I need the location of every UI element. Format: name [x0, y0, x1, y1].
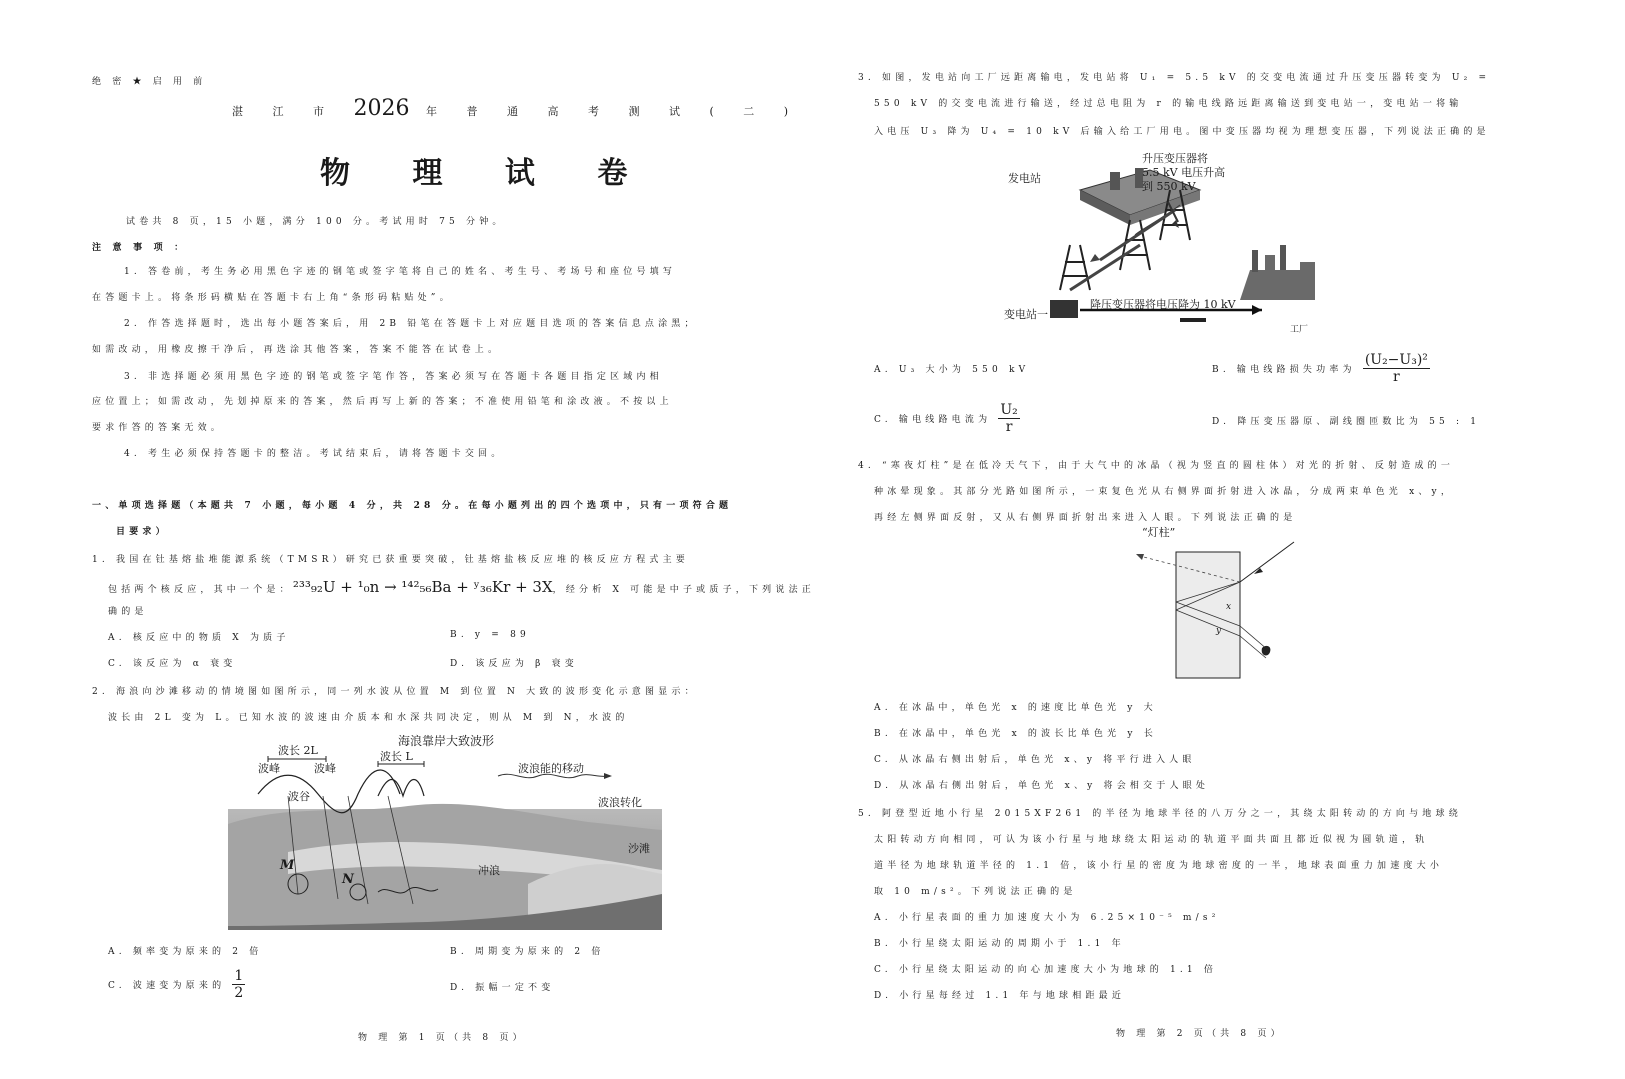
label-m: M [280, 858, 295, 873]
q3-c-fraction: $\frac{\text{U₂}}{r}$ [1000, 402, 1018, 435]
q2-option-b: B. 周期变为原来的 2 倍 [450, 947, 605, 957]
wave-figure-title: 海浪靠岸大致波形 [398, 734, 495, 748]
q2-option-a: A. 频率变为原来的 2 倍 [108, 947, 263, 957]
q5-option-b: B. 小行星绕太阳运动的周期小于 1.1 年 [874, 939, 1125, 949]
q3-option-c: C. 输电线路电流为 $\frac{\text{U₂}}{r}$ [874, 402, 1018, 435]
q4-option-a: A. 在冰晶中，单色光 x 的速度比单色光 y 大 [874, 703, 1157, 713]
title-suffix: 年 普 通 高 考 测 试 ( 二 ) [426, 105, 802, 118]
note-3b: 应位置上；如需改动，先划掉原来的答案，然后再写上新的答案；不准使用铅笔和涂改液。不按以上 [92, 397, 673, 407]
q5-option-a: A. 小行星表面的重力加速度大小为 6.25×10⁻⁵ m/s² [874, 913, 1220, 923]
label-light-pillar: “灯柱” [1142, 526, 1176, 539]
note-3a: 3. 非选择题必须用黑色字迹的钢笔或签字笔作答，答案必须写在答题卡各题目指定区域内相 [124, 372, 663, 382]
q4-line1: 4. “寒夜灯柱”是在低冷天气下，由于大气中的冰晶（视为竖直的圆柱体）对光的折射、反射造成的一 [858, 461, 1455, 471]
label-crest-1: 波峰 [258, 762, 280, 775]
label-energy-move: 波浪能的移动 [518, 762, 584, 775]
section1-line1: 一、单项选择题（本题共 7 小题，每小题 4 分，共 28 分。在每小题列出的四个选项中，只有一项符合题 [92, 501, 733, 511]
q2-option-c: C. 波速变为原来的 $\frac{1}{2}$ [108, 968, 244, 1001]
q1-equation: ²³³₉₂U + ¹₀n → ¹⁴²₅₆Ba + ʸ₃₆Kr + 3X [292, 578, 553, 596]
q5-line3: 道半径为地球轨道半径的 1.1 倍，该小行星的密度为地球密度的一半，地球表面重力加速度大小 [874, 861, 1444, 871]
label-step-up-1: 升压变压器将 [1142, 152, 1208, 165]
label-beach: 沙滩 [628, 842, 650, 855]
note-1b: 在答题卡上。将条形码横贴在答题卡右上角“条形码粘贴处”。 [92, 293, 453, 303]
ice-crystal-figure [1110, 526, 1320, 680]
q5-option-c: C. 小行星绕太阳运动的向心加速度大小为地球的 1.1 倍 [874, 965, 1218, 975]
note-2a: 2. 作答选择题时，选出每小题答案后，用 2B 铅笔在答题卡上对应题目选项的答案信息点涂黑； [124, 319, 698, 329]
q1-line2: 包括两个核反应，其中一个是：²³³₉₂U + ¹₀n → ¹⁴²₅₆Ba + ʸ₃₆Kr + 3X，经分析 X 可能是中子或质子，下列说法正 [108, 578, 815, 596]
label-surf: 冲浪 [478, 864, 500, 877]
q1-option-d: D. 该反应为 β 衰变 [450, 659, 578, 669]
title-city: 湛 江 市 [232, 105, 337, 118]
q3-b-fraction: $\frac{\text{(U₂−U₃)²}}{r}$ [1364, 352, 1428, 385]
q1-option-b: B. y = 89 [450, 630, 530, 640]
footer-right: 物 理 第 2 页（共 8 页） [1116, 1029, 1284, 1039]
q5-option-d: D. 小行星每经过 1.1 年与地球相距最近 [874, 991, 1126, 1001]
q1-line3: 确的是 [108, 607, 148, 617]
exam-info: 试卷共 8 页，15 小题，满分 100 分。考试用时 75 分钟。 [126, 217, 506, 227]
wave-illustration [228, 734, 662, 930]
power-figure [1004, 150, 1380, 340]
label-substation: 变电站一 [1004, 308, 1048, 321]
label-power-station: 发电站 [1008, 172, 1041, 185]
label-wavelength-l: 波长 L [380, 750, 413, 763]
q2-option-d: D. 振幅一定不变 [450, 983, 555, 993]
q4-option-b: B. 在冰晶中，单色光 x 的波长比单色光 y 长 [874, 729, 1157, 739]
q1-option-a: A. 核反应中的物质 X 为质子 [108, 633, 290, 643]
q3-line2: 550 kV 的交变电流进行输送，经过总电阻为 r 的输电线路远距离输送到变电站一，变电站一将输 [874, 99, 1463, 109]
note-3c: 要求作答的答案无效。 [92, 423, 225, 433]
ice-crystal-illustration [1110, 540, 1320, 680]
q1-option-c: C. 该反应为 α 衰变 [108, 659, 237, 669]
q5-line4: 取 10 m/s²。下列说法正确的是 [874, 887, 1077, 897]
label-step-up-2: 5.5 kV 电压升高 [1142, 166, 1226, 179]
q4-option-d: D. 从冰晶右侧出射后，单色光 x、y 将会相交于人眼处 [874, 781, 1210, 791]
q5-line2: 太阳转动方向相同，可认为该小行星与地球绕太阳运动的轨道平面共面且都近似视为圆轨道，轨 [874, 835, 1429, 845]
label-transform: 波浪转化 [598, 796, 642, 809]
q3-option-a: A. U₃ 大小为 550 kV [874, 365, 1030, 375]
title-year: 2026 [353, 96, 410, 121]
section1-line2: 目要求） [116, 527, 169, 537]
q4-option-c: C. 从冰晶右侧出射后，单色光 x、y 将平行进入人眼 [874, 755, 1196, 765]
label-light-y: y [1216, 626, 1222, 636]
q2-line2: 波长由 2L 变为 L。已知水波的波速由介质本和水深共同决定，则从 M 到 N，水波的 [108, 713, 629, 723]
exam-title [232, 96, 801, 121]
q1-line1: 1. 我国在钍基熔盐堆能源系统（TMSR）研究已获重要突破，钍基熔盐核反应堆的核反应方程式主要 [92, 555, 690, 565]
label-wavelength-2l: 波长 2L [278, 744, 318, 757]
note-2b: 如需改动，用橡皮擦干净后，再选涂其他答案，答案不能答在试卷上。 [92, 345, 502, 355]
footer-left: 物 理 第 1 页（共 8 页） [358, 1033, 526, 1043]
confidential-label: 绝 密 ★ 启 用 前 [92, 77, 207, 87]
label-step-up-3: 到 550 kV [1142, 180, 1196, 193]
q3-option-d: D. 降压变压器原、副线圈匝数比为 55 : 1 [1212, 417, 1481, 427]
label-light-x: x [1226, 602, 1232, 612]
label-trough: 波谷 [288, 790, 310, 803]
q4-line3: 再经左侧界面反射，又从右侧界面折射出来进入人眼。下列说法正确的是 [874, 513, 1297, 523]
q3-line3: 入电压 U₃ 降为 U₄ = 10 kV 后输入给工厂用电。图中变压器均视为理想变压器，下列说法正确的是 [874, 127, 1490, 137]
note-4: 4. 考生必须保持答题卡的整洁。考试结束后，请将答题卡交回。 [124, 449, 505, 459]
notes-heading: 注 意 事 项 ： [92, 243, 188, 253]
q2-c-fraction: $\frac{1}{2}$ [234, 968, 244, 1001]
q4-line2: 种冰晕现象。其部分光路如图所示，一束复色光从右侧界面折射进入冰晶，分成两束单色光 x、y， [874, 487, 1455, 497]
subject-title: 物 理 试 卷 [320, 156, 654, 191]
q3-line1: 3. 如图，发电站向工厂远距离输电，发电站将 U₁ = 5.5 kV 的交变电流通过升压变压器转变为 U₂ = [858, 73, 1491, 83]
wave-figure [228, 734, 662, 930]
label-factory: 工厂 [1290, 325, 1309, 335]
label-n: N [342, 872, 354, 887]
note-1a: 1. 答卷前，考生务必用黑色字迹的钢笔或签字笔将自己的姓名、考生号、考场号和座位号填写 [124, 267, 677, 277]
q5-line1: 5. 阿登型近地小行星 2015XF261 的半径为地球半径的八万分之一，其绕太阳转动的方向与地球绕 [858, 809, 1462, 819]
label-step-down: 降压变压器将电压降为 10 kV [1090, 298, 1236, 311]
label-crest-2: 波峰 [314, 762, 336, 775]
q2-line1: 2. 海浪向沙滩移动的情境图如图所示，同一列水波从位置 M 到位置 N 大致的波形变化示意图显示： [92, 687, 698, 697]
q3-option-b: B. 输电线路损失功率为 $\frac{\text{(U₂−U₃)²}}{r}$ [1212, 352, 1428, 385]
